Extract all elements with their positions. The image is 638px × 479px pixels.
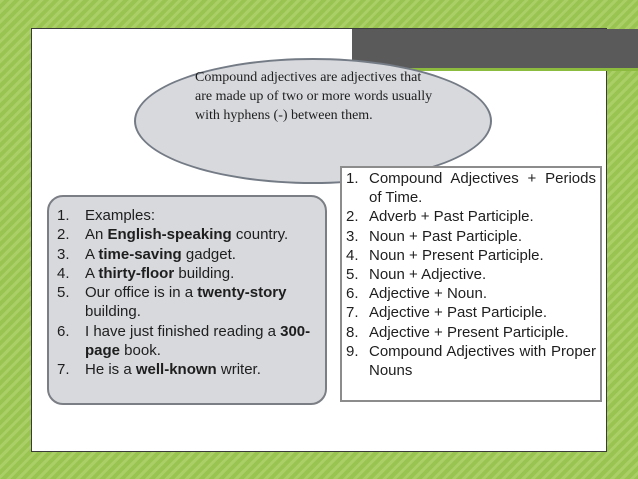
example-item (57, 206, 315, 225)
example-item (57, 245, 315, 264)
example-number: 2. (57, 226, 70, 244)
example-text (85, 283, 315, 322)
example-text (85, 264, 315, 283)
example-compound-adjective: English-speaking (107, 226, 232, 244)
type-text: Noun + Past Participle. (369, 227, 522, 245)
example-text-run: A (85, 264, 99, 282)
type-item (346, 265, 596, 284)
examples-list (57, 206, 315, 380)
type-number: 3. (346, 227, 359, 245)
type-number: 7. (346, 304, 359, 322)
example-text (85, 225, 315, 244)
type-number: 5. (346, 266, 359, 284)
example-number: 4. (57, 264, 70, 282)
example-number: 6. (57, 322, 70, 340)
example-item (57, 360, 315, 379)
example-item (57, 225, 315, 244)
type-text: Adjective + Past Participle. (369, 304, 548, 322)
type-item (346, 207, 596, 226)
example-text-run: country. (231, 226, 289, 244)
type-text: Adverb + Past Participle. (369, 208, 534, 226)
type-item (346, 284, 596, 303)
example-text (85, 245, 315, 264)
type-item (346, 323, 596, 342)
type-number: 9. (346, 342, 359, 360)
example-text-run: Examples: (85, 207, 156, 224)
example-text-run: book. (120, 342, 161, 360)
example-compound-adjective: twenty-story (197, 284, 287, 302)
example-compound-adjective: time-saving (98, 245, 182, 263)
example-text-run: An (85, 226, 108, 244)
example-number: 7. (57, 361, 70, 379)
definition-text: Compound adjectives are adjectives that are made up of two or more words usually with hyphens (-) between them. (195, 70, 433, 123)
example-number: 1. (57, 207, 70, 224)
example-compound-adjective: 300-page (85, 322, 311, 360)
example-item (57, 264, 315, 283)
example-compound-adjective: well-known (135, 361, 217, 379)
type-text: Noun + Present Participle. (369, 246, 544, 264)
example-text (85, 360, 315, 379)
type-text: Compound Adjectives with Proper Nouns (369, 342, 596, 380)
type-text: Adjective + Present Participle. (369, 323, 569, 341)
example-number: 5. (57, 284, 70, 302)
example-text-run: He is a (85, 361, 136, 379)
example-text-run: I have just finished reading a (85, 322, 281, 340)
type-text: Compound Adjectives + Periods of Time. (369, 170, 596, 207)
type-number: 1. (346, 170, 359, 187)
types-list (346, 169, 596, 380)
type-item (346, 227, 596, 246)
example-text-run: building. (174, 264, 235, 282)
example-text-run: A (85, 245, 99, 263)
type-item (346, 169, 596, 207)
example-text-run: gadget. (181, 245, 236, 263)
type-item (346, 303, 596, 322)
example-text (85, 322, 315, 361)
type-number: 4. (346, 246, 359, 264)
type-number: 6. (346, 285, 359, 303)
example-item (57, 283, 315, 322)
example-number: 3. (57, 245, 70, 263)
example-compound-adjective: thirty-floor (98, 264, 175, 282)
type-number: 8. (346, 323, 359, 341)
type-number: 2. (346, 208, 359, 226)
type-text: Noun + Adjective. (369, 266, 487, 284)
example-item (57, 322, 315, 361)
example-text-run: Our office is in a (85, 284, 198, 302)
type-item (346, 342, 596, 380)
type-item (346, 246, 596, 265)
type-text: Adjective + Noun. (369, 285, 487, 303)
example-text (85, 206, 315, 225)
example-text-run: building. (85, 303, 141, 321)
example-text-run: writer. (216, 361, 261, 379)
